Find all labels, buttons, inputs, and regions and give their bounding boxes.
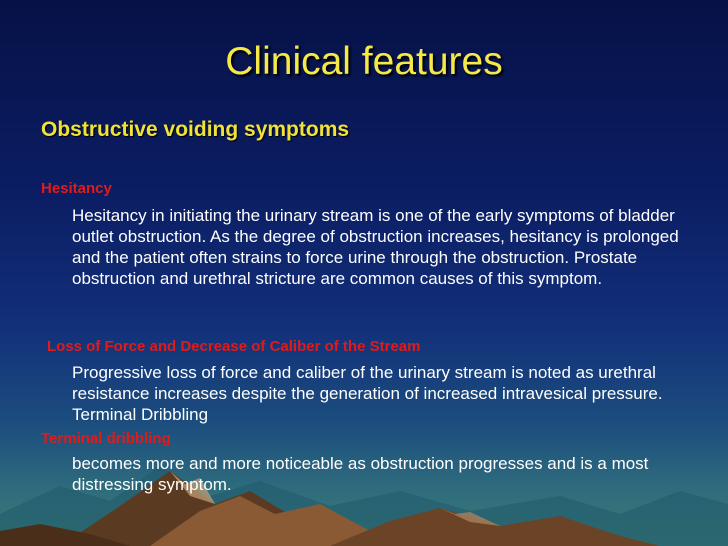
slide-title: Clinical features [225,40,503,83]
section-heading-terminal-dribbling: Terminal dribbling [41,430,171,447]
section-heading-hesitancy: Hesitancy [41,180,112,197]
section-body-hesitancy: Hesitancy in initiating the urinary stream is one of the early symptoms of bladder outlet obstruction. As the degree of obstruction increases, hesitancy is prolonged and the patient often strains to force urine through the obstruction. Prostate obstruction and urethral stricture are common causes of this symptom. [72,206,679,288]
section-body-terminal-dribbling: becomes more and more noticeable as obstruction progresses and is a most distressing symptom. [72,454,649,494]
section-heading-loss-of-force: Loss of Force and Decrease of Caliber of the Stream [47,338,421,355]
slide-subtitle: Obstructive voiding symptoms [41,118,350,141]
section-body-loss-of-force: Progressive loss of force and caliber of the urinary stream is noted as urethral resistance increases despite the generation of increased intravesical pressure. Terminal Dribbling [72,363,663,424]
